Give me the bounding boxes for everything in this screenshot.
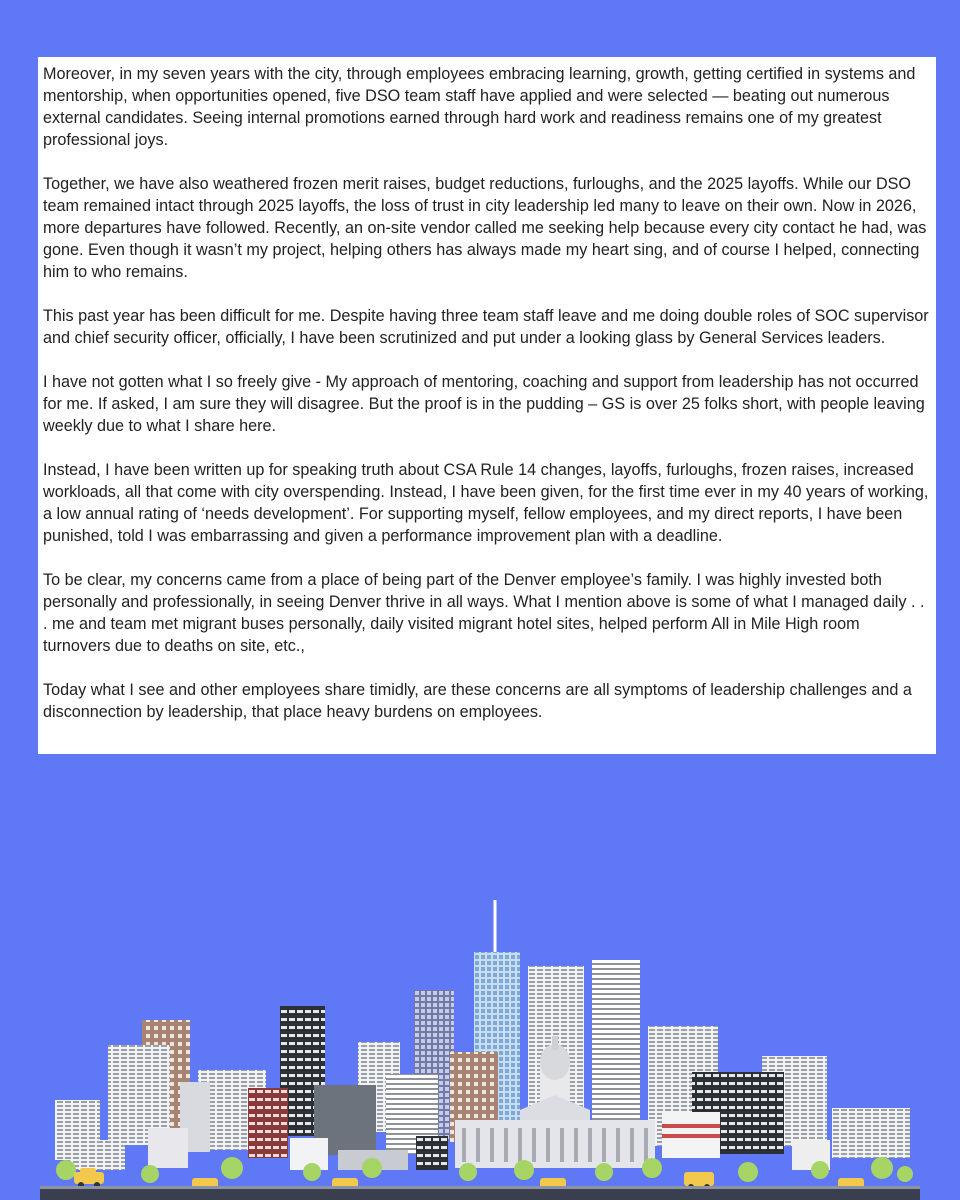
letter-paragraph-6: To be clear, my concerns came from a place of being part of the Denver employee’s family. I was highly invested both personally and professionally, in seeing Denver thrive in all ways. What I mention above is some of what I managed daily . . . me and team met migrant buses personally, daily visited migrant hotel sites, helped perform All in Mile High room turnovers due to deaths on site, etc., xyxy=(43,571,925,655)
letter-paragraph-1: Moreover, in my seven years with the city, through employees embracing learning, growth, getting certified in systems and mentorship, when opportunities opened, five DSO team staff have applied and were selected — beating out numerous external candidates. Seeing internal promotions earned through hard work and readiness remains one of my greatest professional joys. xyxy=(43,65,916,149)
letter-paragraph-2: Together, we have also weathered frozen merit raises, budget reductions, furloughs, and the 2025 layoffs. While our DSO team remained intact through 2025 layoffs, the loss of trust in city leadership led many to leave on their own. Now in 2026, more departures have followed. Recently, an on-site vendor called me seeking help because every city contact he had, was gone. Even though it wasn’t my project, helping others has always made my heart sing, and of course I helped, connecting him to who remains. xyxy=(43,175,927,281)
letter-paragraph-3: This past year has been difficult for me. Despite having three team staff leave and me doing double roles of SOC supervisor and chief security officer, officially, I have been scrutinized and put under a looking glass by General Services leaders. xyxy=(43,307,929,347)
letter-paragraph-7: Today what I see and other employees share timidly, are these concerns are all symptoms of leadership challenges and a disconnection by leadership, that place heavy burdens on employees. xyxy=(43,681,912,721)
letter-text-box xyxy=(38,57,936,754)
city-skyline-icon xyxy=(0,880,960,1200)
letter-paragraph-4: I have not gotten what I so freely give - My approach of mentoring, coaching and support from leadership has not occurred for me. If asked, I am sure they will disagree. But the proof is in the pudding – GS is over 25 folks short, with people leaving weekly due to what I share here. xyxy=(43,373,925,435)
letter-paragraph-5: Instead, I have been written up for speaking truth about CSA Rule 14 changes, layoffs, furloughs, frozen raises, increased workloads, all that come with city overspending. Instead, I have been given, for the first time ever in my 40 years of working, a low annual rating of ‘needs development’. For supporting myself, fellow employees, and my direct reports, I have been punished, told I was embarrassing and given a performance improvement plan with a deadline. xyxy=(43,461,929,545)
